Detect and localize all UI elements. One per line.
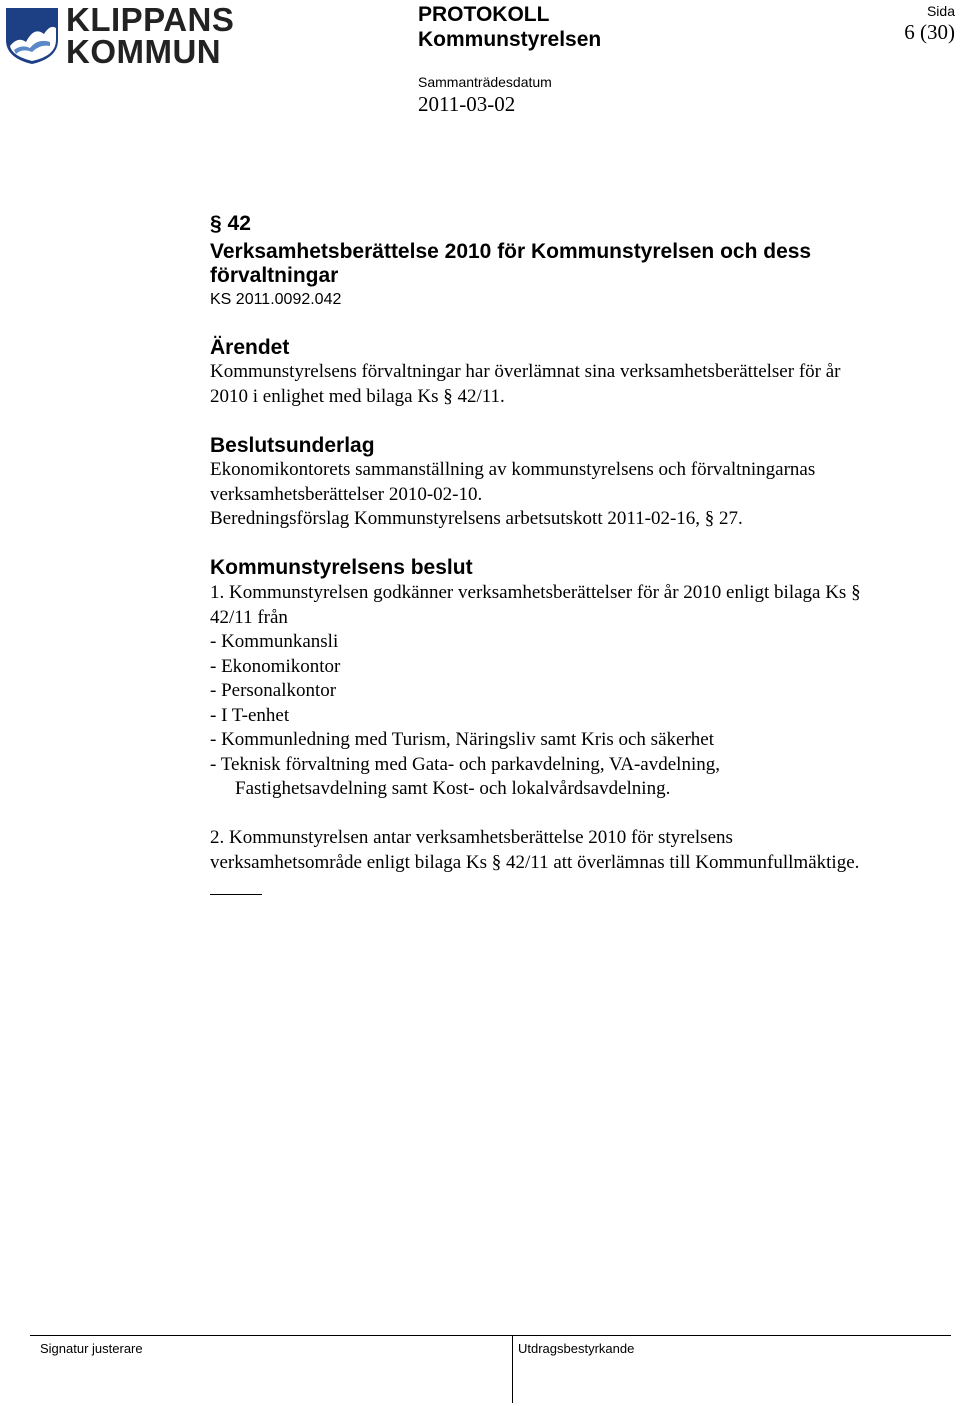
logo-text-line2: KOMMUN [66, 33, 222, 70]
page-number: 6 (30) [904, 20, 955, 44]
footer-column-divider [512, 1335, 513, 1403]
list-item: - Teknisk förvaltning med Gata- och parkavdelning, VA-avdelning, [210, 754, 720, 775]
extract-certification-label: Utdragsbestyrkande [518, 1341, 635, 1356]
beslut2-line2: verksamhetsområde enligt bilaga Ks § 42/11 att överlämnas till Kommunfullmäktige. [210, 852, 860, 873]
arendet-line1: Kommunstyrelsens förvaltningar har överlämnat sina verksamhetsberättelser för år [210, 361, 841, 382]
list-item: - Personalkontor [210, 680, 337, 701]
section-title-line1: Verksamhetsberättelse 2010 för Kommunstyrelsen och dess [210, 240, 812, 263]
arendet-heading: Ärendet [210, 336, 290, 359]
beslut-heading: Kommunstyrelsens beslut [210, 556, 473, 579]
beslut1-line2: 42/11 från [210, 607, 288, 628]
case-number: KS 2011.0092.042 [210, 291, 342, 308]
beslutsunderlag-line1: Ekonomikontorets sammanställning av kommunstyrelsens och förvaltningarnas [210, 459, 816, 480]
body-name: Kommunstyrelsen [418, 28, 602, 51]
list-item: - Kommunkansli [210, 631, 339, 652]
document-type: PROTOKOLL [418, 3, 550, 26]
footer-divider [30, 1335, 951, 1336]
beslut1-line1: 1. Kommunstyrelsen godkänner verksamhetsberättelser för år 2010 enligt bilaga Ks § [210, 582, 861, 603]
list-item-continuation: Fastighetsavdelning samt Kost- och lokalvårdsavdelning. [235, 778, 671, 799]
list-item: - Kommunledning med Turism, Näringsliv samt Kris och säkerhet [210, 729, 714, 750]
section-title-line2: förvaltningar [210, 264, 339, 287]
beslut2-line1: 2. Kommunstyrelsen antar verksamhetsberättelse 2010 för styrelsens [210, 827, 733, 848]
beslutsunderlag-line2: verksamhetsberättelser 2010-02-10. [210, 484, 483, 505]
municipality-emblem-icon [4, 6, 60, 66]
signature-label: Signatur justerare [40, 1341, 143, 1356]
beslutsunderlag-line3: Beredningsförslag Kommunstyrelsens arbetsutskott 2011-02-16, § 27. [210, 508, 743, 529]
list-item: - Ekonomikontor [210, 656, 341, 677]
list-item: - I T-enhet [210, 705, 290, 726]
logo [4, 1, 235, 70]
logo-text-line1: KLIPPANS [66, 1, 235, 38]
page-label: Sida [926, 3, 955, 19]
section-number: § 42 [210, 212, 251, 235]
end-rule [210, 894, 262, 895]
date-label: Sammanträdesdatum [418, 74, 552, 90]
beslutsunderlag-heading: Beslutsunderlag [210, 434, 375, 457]
meeting-date: 2011-03-02 [418, 92, 516, 116]
arendet-line2: 2010 i enlighet med bilaga Ks § 42/11. [210, 386, 505, 407]
